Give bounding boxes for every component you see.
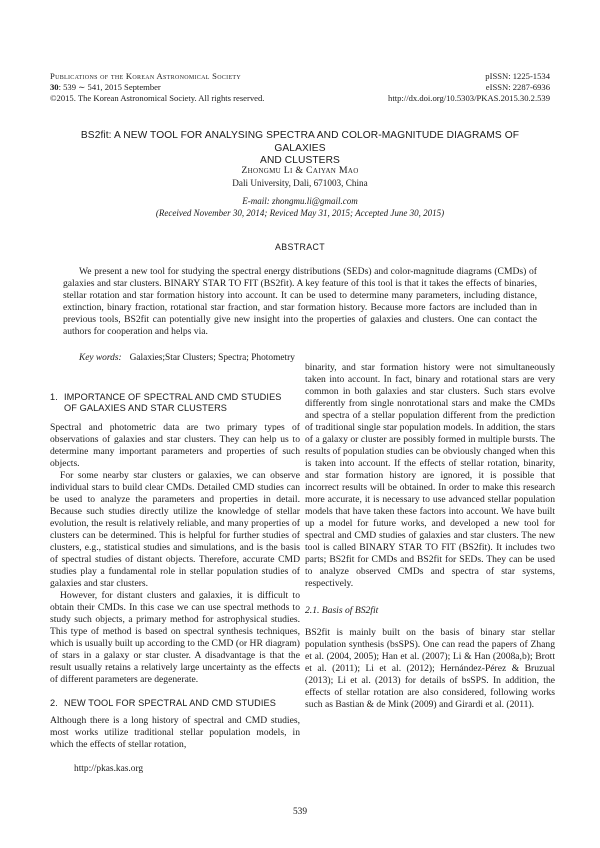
abstract-heading: ABSTRACT <box>274 242 326 252</box>
subsection-2-1-title: 2.1. Basis of BS2fit <box>305 605 379 616</box>
received-dates: (Received November 30, 2014; Reviced May 31, 2015; Accepted June 30, 2015) <box>155 208 445 218</box>
title-line-1: BS2fit: A NEW TOOL FOR ANALYSING SPECTRA AND COLOR-MAGNITUDE DIAGRAMS OF GALAXIES <box>80 130 520 154</box>
footer-url[interactable]: http://pkas.kas.org <box>74 764 144 774</box>
subsection-2-1-paragraph: BS2fit is mainly built on the basis of binary star stellar population synthesis (bsSPS). One can read the papers of Zhang et al. (2004, 2005); Han et al. (2007); Li & Han (2008a,b); Brott et al. (2011); Li et al. (2012); Hernández-Pérez & Bruzual (2013); Li et al. (2013) for details of bsSPS. In addition, the effects of stellar rotation are also considered, following works such as Bastian & de Mink (2009) and Girardi et al. (2011). <box>305 627 555 710</box>
section-2-paragraph-1-cont: binarity, and star formation history were not simultaneously taken into account. In fact, binary and rotational stars are very common in both galaxies and star clusters. Such stars evolve differently from single nonrotational stars and make the CMDs and spectra of a stellar population different from the prediction of traditional single star population models. In addition, the stars of a galaxy or cluster are possibly formed in multiple bursts. The results of population studies can be obviously changed when this is taken into account. If the effects of stellar rotation, binarity, and star formation history are ignored, it is possible that incorrect results will be obtained. In order to make this research more accurate, it is necessary to use advanced stellar population models that have taken these factors into account. We have built up a model for future works, and developed a new tool for spectral and CMD studies of galaxies and star clusters. The new tool is called BINARY STAR TO FIT (BS2fit). It includes two parts; BS2fit for CMDs and BS2fit for SEDs. They can be used to analyze observed CMDs and spectra of star systems, respectively. <box>305 362 555 589</box>
title-line-2: AND CLUSTERS <box>260 155 340 167</box>
section-1-paragraph-2: For some nearby star clusters or galaxies, we can observe individual stars to build clear CMDs. Detailed CMD studies can be used to analyze the parameters and properties in detail. Because such studies directly utilize the knowledge of stellar evolution, the result is relatively reliable, and many properties of clusters can be determined. This is helpful for further studies of clusters, e.g., statistical studies and simulations, and is the basis of spectral studies of distant objects. Therefore, accurate CMD studies play a fundamental role in stellar population studies of galaxies and star clusters. <box>50 469 300 589</box>
journal-name: Publications of the Korean Astronomical Society <box>50 71 242 81</box>
running-header-right <box>388 71 550 105</box>
keywords <box>79 353 295 363</box>
section-2-title: NEW TOOL FOR SPECTRAL AND CMD STUDIES <box>64 697 276 708</box>
copyright: ©2015. The Korean Astronomical Society. All rights reserved. <box>50 93 265 104</box>
keywords-list: Galaxies;Star Clusters; Spectra; Photometry <box>129 353 295 363</box>
right-column <box>305 362 555 711</box>
left-column <box>50 392 300 751</box>
section-1-title: IMPORTANCE OF SPECTRAL AND CMD STUDIES OF GALAXIES AND STAR CLUSTERS <box>64 392 282 414</box>
section-2-paragraph-1-start: Although there is a long history of spectral and CMD studies, most works utilize traditional stellar population models, in which the effects of stellar rotation, <box>50 715 300 751</box>
pissn: pISSN: 1225-1534 <box>485 71 550 81</box>
section-2-number: 2. <box>50 697 58 708</box>
section-1-heading <box>50 392 300 415</box>
section-2-heading <box>50 698 300 709</box>
page-number: 539 <box>292 807 308 817</box>
section-1-paragraph-1: Spectral and photometric data are two primary types of observations of galaxies and star clusters. They can help us to determine many important parameters and properties of such objects. <box>50 421 300 469</box>
abstract-text: We present a new tool for studying the spectral energy distributions (SEDs) and color-magnitude diagrams (CMDs) of galaxies and star clusters. BINARY STAR TO FIT (BS2fit). A key feature of this tool is that it takes the effects of binaries, stellar rotation and star formation history into account. It can be used to determine many parameters, including distance, extinction, binary fraction, rotational star fraction, and star formation history. Because more factors are included than in previous tools, BS2fit can potentially give new insight into the properties of galaxies and clusters. One can contact the authors for cooperation and helps via. <box>63 266 537 337</box>
volume-number: 30 <box>50 82 59 93</box>
authors: Zhongmu Li & Caiyan Mao <box>241 165 359 176</box>
eissn: eISSN: 2287-6936 <box>485 82 550 93</box>
pages-date: : 539 ∼ 541, 2015 September <box>58 82 161 93</box>
affiliation: Dali University, Dali, 671003, China <box>232 178 368 188</box>
volume-pages <box>50 82 264 93</box>
section-1-number: 1. <box>50 392 58 402</box>
email[interactable]: E-mail: zhongmu.li@gmail.com <box>242 196 358 206</box>
keywords-label: Key words: <box>79 353 122 363</box>
section-1-paragraph-3: However, for distant clusters and galaxies, it is difficult to obtain their CMDs. In this case we can use spectral methods to study such objects, a primary method for astrophysical studies. This type of method is based on spectral synthesis techniques, which is usually built up according to the CMD (or HR diagram) of stars in a galaxy or star cluster. A disadvantage is that the result usually retains a relatively large uncertainty as the effects of different parameters are degenerate. <box>50 589 300 685</box>
running-header-left <box>50 71 264 105</box>
doi-link[interactable]: http://dx.doi.org/10.5303/PKAS.2015.30.2.539 <box>388 93 550 104</box>
paper-title <box>70 130 530 168</box>
